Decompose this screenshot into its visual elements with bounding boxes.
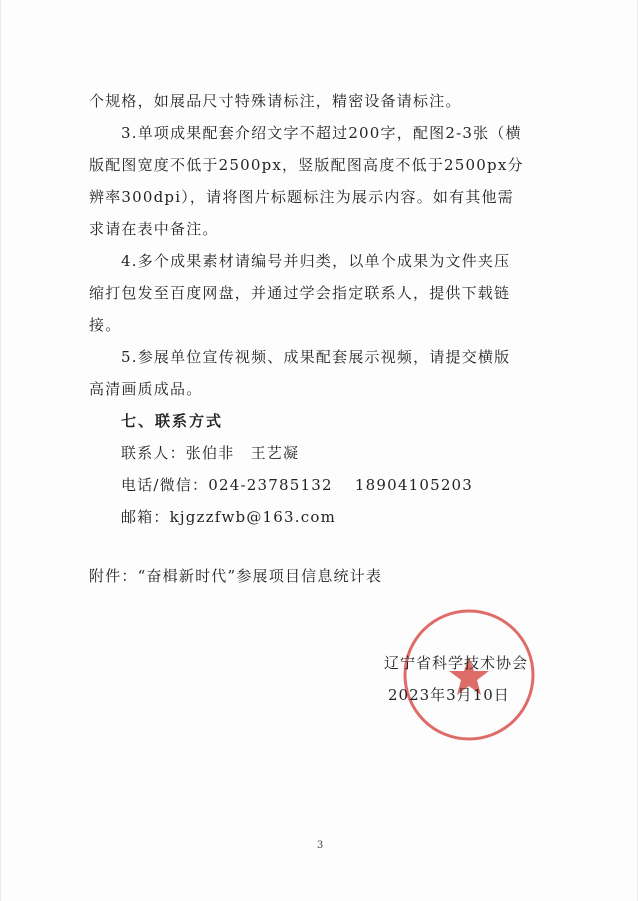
contact-email: 邮箱：kjgzzfwb@163.com [121, 508, 336, 526]
contact-person: 联系人：张伯非 王艺凝 [121, 444, 300, 462]
body-line-9: 5.参展单位宣传视频、成果配套展示视频，请提交横版 [121, 348, 511, 366]
body-line-3: 版配图宽度不低于2500px，竖版配图高度不低于2500px分 [89, 156, 524, 174]
contact-phone: 电话/微信：024-23785132 18904105203 [121, 476, 474, 494]
body-line-5: 求请在表中备注。 [89, 220, 219, 238]
attachment-note: 附件：“奋楫新时代”参展项目信息统计表 [89, 567, 383, 585]
body-line-8: 接。 [89, 316, 122, 334]
body-line-7: 缩打包发至百度网盘，并通过学会指定联系人，提供下载链 [89, 284, 511, 302]
body-line-4: 辨率300dpi），请将图片标题标注为展示内容。如有其他需 [89, 188, 514, 206]
body-line-6: 4.多个成果素材请编号并归类，以单个成果为文件夹压 [121, 252, 511, 270]
body-line-10: 高清画质成品。 [89, 380, 203, 398]
body-line-2: 3.单项成果配套介绍文字不超过200字，配图2-3张（横 [121, 124, 522, 142]
signature-date: 2023年3月10日 [388, 686, 510, 704]
body-line-1: 个规格，如展品尺寸特殊请标注，精密设备请标注。 [89, 92, 462, 110]
official-seal-stamp [399, 605, 539, 745]
section-heading-contact: 七、联系方式 [121, 412, 224, 430]
signature-organization: 辽宁省科学技术协会 [384, 654, 529, 672]
page-number: 3 [316, 840, 324, 851]
